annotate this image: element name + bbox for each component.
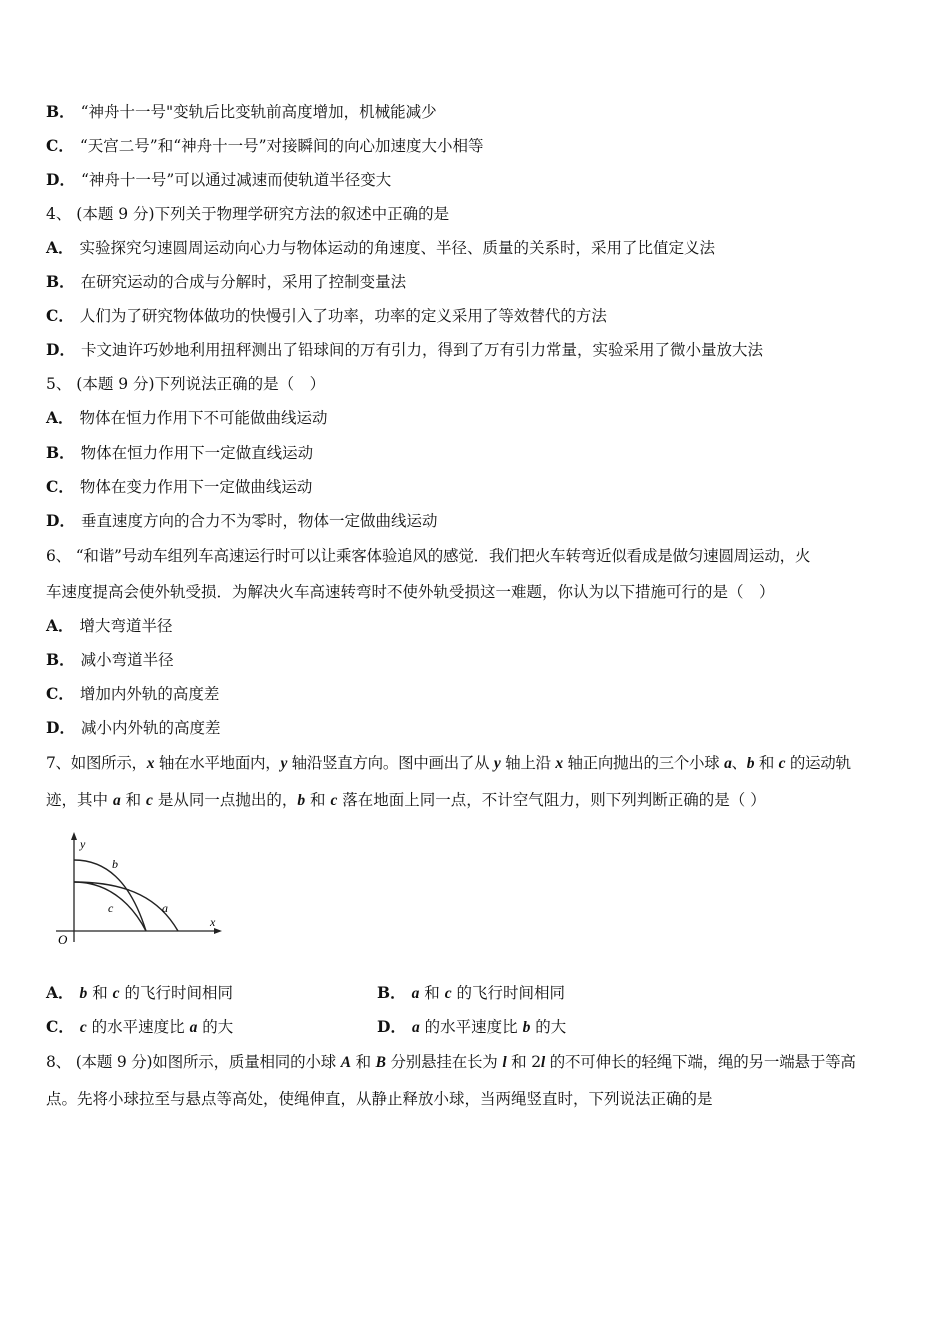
text-run: 是从同一点抛出的，	[152, 791, 298, 809]
option-text: 减小弯道半径	[80, 651, 174, 669]
var: b	[297, 792, 306, 809]
option-text: “神舟十一号”可以通过减速而使轨道半径变大	[80, 171, 392, 189]
q4-option-d	[46, 340, 763, 360]
q7-stem-line1	[46, 753, 851, 774]
text-run: 和	[754, 754, 779, 772]
option-text: “神舟十一号"变轨后比变轨前高度增加，机械能减少	[80, 103, 437, 121]
text-run: 、	[731, 754, 747, 772]
option-letter: C．	[46, 1017, 74, 1036]
option-letter: C．	[46, 136, 74, 155]
q6-option-a	[46, 616, 173, 636]
option-text: 增大弯道半径	[79, 617, 173, 635]
option-letter: B．	[377, 983, 406, 1002]
q6-stem-line2: 车速度提高会使外轨受损．为解决火车高速转弯时不使外轨受损这一难题，你认为以下措施可行的是（ ）	[46, 583, 775, 601]
q8-stem-line2: 点。先将小球拉至与悬点等高处，使绳伸直，从静止释放小球，当两绳竖直时，下列说法正确的是	[46, 1090, 713, 1108]
var: a	[411, 985, 420, 1002]
text-run: 和	[120, 791, 147, 809]
q8-stem-line1	[46, 1052, 856, 1073]
text-run: 轴在水平地面内，	[154, 754, 281, 772]
text-run: 迹，其中	[46, 791, 113, 809]
var: B	[375, 1054, 386, 1071]
text-run: 的运动轨	[785, 754, 851, 772]
text-run: 7、如图所示，	[46, 754, 147, 772]
option-text: “天宫二号”和“神舟十一号”对接瞬间的向心加速度大小相等	[79, 137, 484, 155]
label-a: a	[162, 901, 168, 915]
text-run: 8、 (本题 9 分)如图所示，质量相同的小球	[46, 1053, 341, 1071]
q6-option-d	[46, 718, 220, 738]
var: c	[112, 985, 120, 1002]
label-x: x	[210, 915, 216, 929]
option-text: 垂直速度方向的合力不为零时，物体一定做曲线运动	[80, 512, 438, 530]
var: c	[330, 792, 338, 809]
option-letter: A．	[46, 238, 74, 257]
var: y	[280, 755, 288, 772]
text-run: 的大	[197, 1018, 234, 1036]
var: l	[540, 1054, 545, 1071]
var: y	[493, 755, 501, 772]
option-letter: D．	[377, 1017, 406, 1036]
text-run: 分别悬挂在长为	[385, 1053, 503, 1071]
option-letter: B．	[46, 102, 75, 121]
q6-stem-line1: 6、 “和谐”号动车组列车高速运行时可以让乘客体验追风的感觉．我们把火车转弯近似看成是做匀速圆周运动，火	[46, 547, 811, 565]
q6-option-b	[46, 650, 174, 670]
q4-option-b	[46, 272, 406, 292]
var: x	[555, 755, 563, 772]
text-run: 的不可伸长的轻绳下端，绳的另一端悬于等高	[544, 1053, 856, 1071]
label-origin: O	[58, 932, 68, 947]
text-run: 和	[350, 1053, 376, 1071]
text-run: 的飞行时间相同	[451, 984, 566, 1002]
option-text: 物体在恒力作用下一定做直线运动	[80, 444, 314, 462]
q3-option-d	[46, 170, 391, 190]
text-run: 落在地面上同一点，不计空气阻力，则下列判断正确的是（ ）	[337, 791, 766, 809]
text-run: 的水平速度比	[419, 1018, 523, 1036]
option-text: 物体在变力作用下一定做曲线运动	[79, 478, 313, 496]
var: a	[112, 792, 121, 809]
q5-option-d	[46, 511, 437, 531]
q4-option-a	[46, 238, 715, 258]
option-letter: C．	[46, 684, 74, 703]
var: c	[778, 755, 786, 772]
q7-option-a	[46, 983, 233, 1004]
option-letter: D．	[46, 340, 75, 359]
text-run: 和	[87, 984, 113, 1002]
label-y: y	[80, 837, 86, 851]
option-text: 在研究运动的合成与分解时，采用了控制变量法	[80, 273, 407, 291]
var: b	[522, 1019, 531, 1036]
var: b	[79, 985, 88, 1002]
option-text: 减小内外轨的高度差	[80, 719, 221, 737]
q4-option-c	[46, 306, 607, 326]
option-text: 人们为了研究物体做功的快慢引入了功率，功率的定义采用了等效替代的方法	[79, 307, 607, 325]
trajectory-b	[74, 860, 146, 931]
trajectory-figure	[50, 830, 230, 950]
q4-stem: 4、 (本题 9 分)下列关于物理学研究方法的叙述中正确的是	[46, 205, 450, 223]
text-run: 的大	[530, 1018, 567, 1036]
text-run: 轴沿竖直方向。图中画出了从	[287, 754, 494, 772]
option-letter: C．	[46, 306, 74, 325]
y-axis-arrow	[71, 832, 77, 840]
q5-stem: 5、 (本题 9 分)下列说法正确的是（ ）	[46, 375, 326, 393]
var: l	[502, 1054, 507, 1071]
option-text: 增加内外轨的高度差	[79, 685, 220, 703]
option-letter: D．	[46, 511, 75, 530]
option-text: 实验探究匀速圆周运动向心力与物体运动的角速度、半径、质量的关系时，采用了比值定义法	[79, 239, 716, 257]
text-run: 的水平速度比	[86, 1018, 190, 1036]
option-text: 卡文迪许巧妙地利用扭秤测出了铅球间的万有引力，得到了万有引力常量，实验采用了微小量放大法	[80, 341, 763, 359]
option-letter: A．	[46, 408, 74, 427]
q7-option-c	[46, 1017, 233, 1038]
var: a	[411, 1019, 420, 1036]
var: c	[444, 985, 452, 1002]
q5-option-b	[46, 443, 313, 463]
var: a	[189, 1019, 198, 1036]
label-c: c	[108, 901, 114, 915]
text-run: 轴正向抛出的三个小球	[562, 754, 725, 772]
option-letter: B．	[46, 272, 75, 291]
var: a	[724, 755, 732, 772]
text-run: 和 2	[506, 1053, 541, 1071]
q3-option-c	[46, 136, 484, 156]
var: c	[79, 1019, 87, 1036]
var: A	[340, 1054, 351, 1071]
q7-option-d	[377, 1017, 566, 1038]
q6-option-c	[46, 684, 219, 704]
option-letter: A．	[46, 616, 74, 635]
text-run: 和	[419, 984, 445, 1002]
text-run: 轴上沿	[500, 754, 556, 772]
var: x	[146, 755, 155, 772]
text-run: 和	[305, 791, 331, 809]
option-text: 物体在恒力作用下不可能做曲线运动	[79, 409, 328, 427]
label-b: b	[112, 857, 118, 871]
option-letter: A．	[46, 983, 74, 1002]
option-letter: D．	[46, 718, 75, 737]
q7-option-b	[377, 983, 565, 1004]
var: b	[746, 755, 755, 772]
q5-option-c	[46, 477, 312, 497]
option-letter: C．	[46, 477, 74, 496]
option-letter: B．	[46, 650, 75, 669]
q3-option-b	[46, 102, 437, 122]
q5-option-a	[46, 408, 328, 428]
option-letter: D．	[46, 170, 75, 189]
q7-stem-line2	[46, 790, 766, 811]
var: c	[146, 792, 153, 809]
option-letter: B．	[46, 443, 75, 462]
text-run: 的飞行时间相同	[119, 984, 233, 1002]
